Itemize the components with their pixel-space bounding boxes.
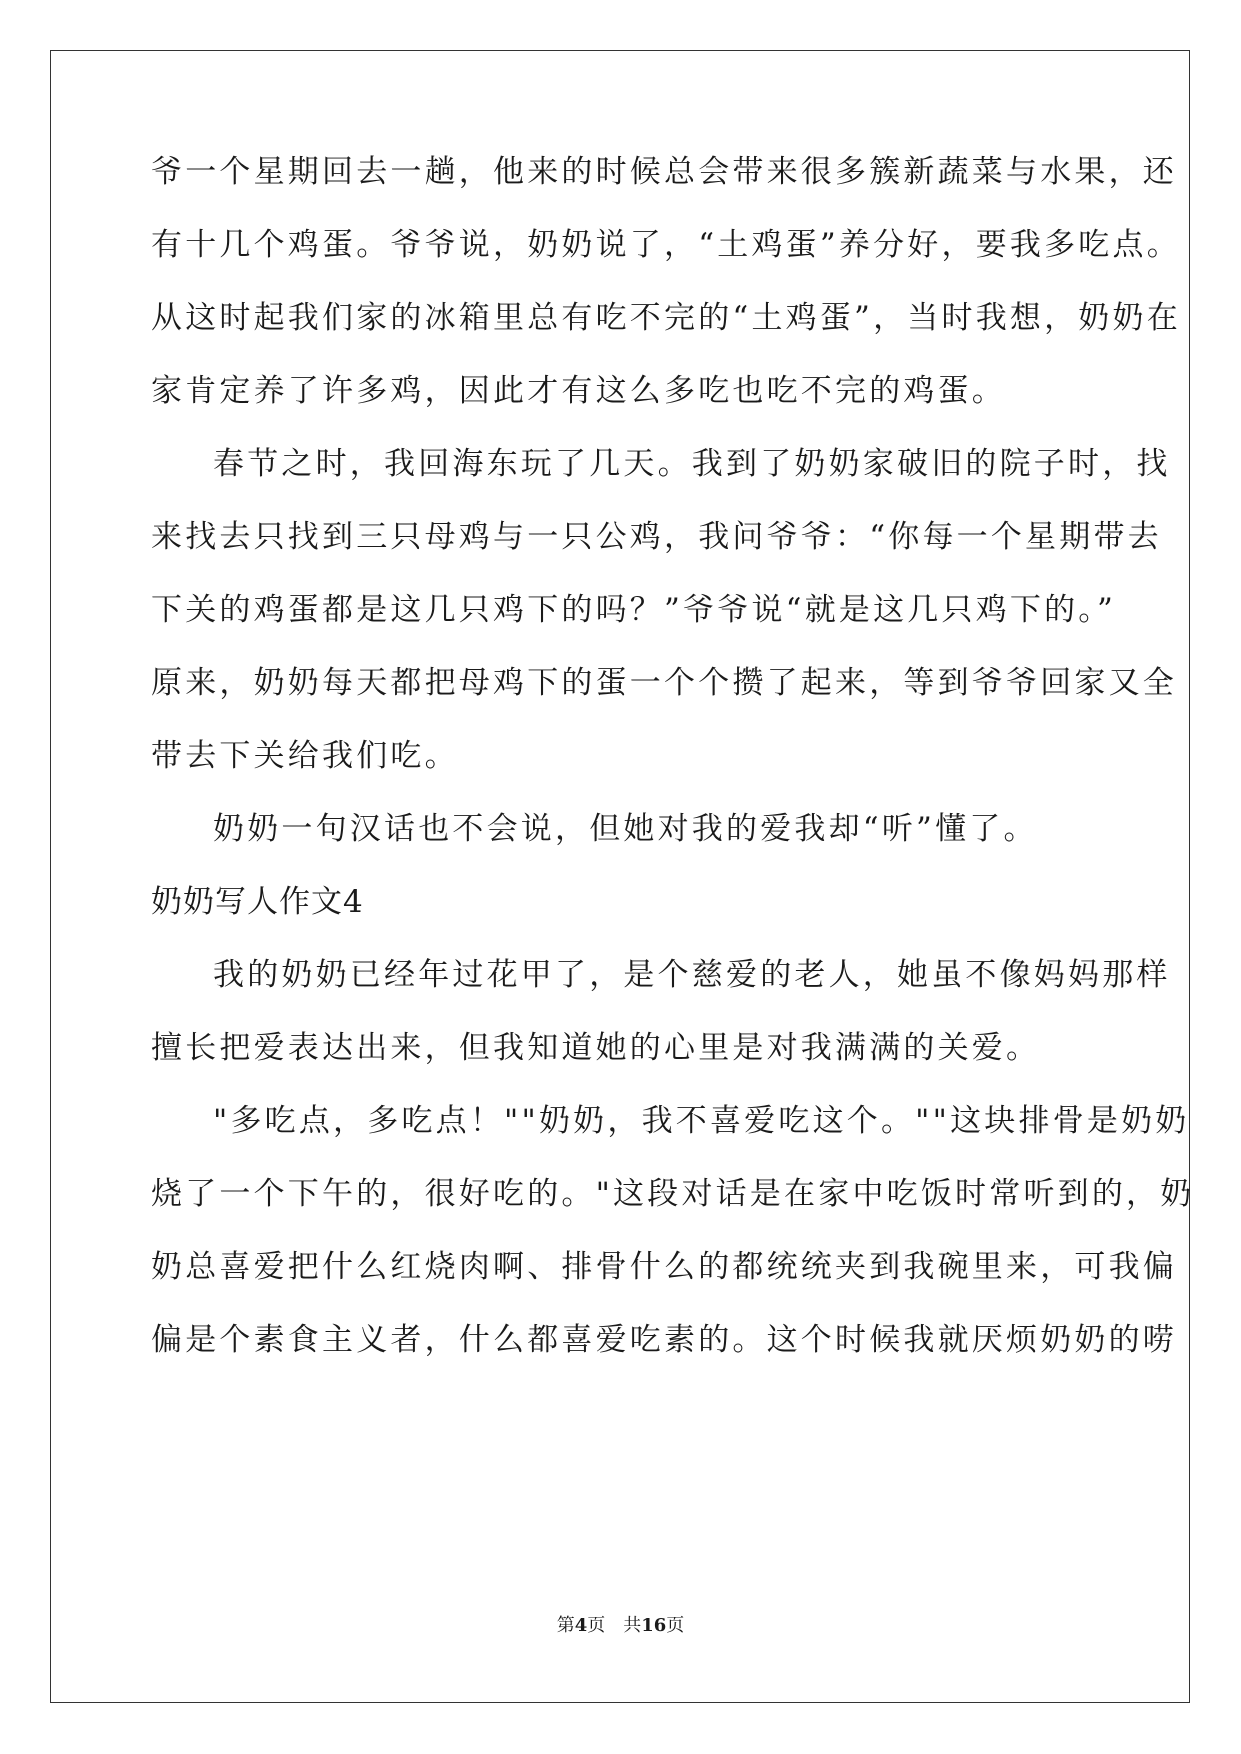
- section-heading: 奶奶写人作文4: [151, 884, 364, 920]
- body-line-3: 从这时起我们家的冰箱里总有吃不完的“土鸡蛋”，当时我想，奶奶在: [151, 300, 1181, 336]
- footer-suffix: 页: [666, 1615, 685, 1636]
- body-line-7: 下关的鸡蛋都是这几只鸡下的吗？”爷爷说“就是这几只鸡下的。”: [151, 592, 1117, 628]
- footer-prefix: 第: [556, 1615, 575, 1636]
- body-line-15: 烧了一个下午的，很好吃的。"这段对话是在家中吃饭时常听到的，奶: [151, 1176, 1195, 1212]
- body-line-4: 家肯定养了许多鸡，因此才有这么多吃也吃不完的鸡蛋。: [151, 373, 1006, 409]
- body-line-16: 奶总喜爱把什么红烧肉啊、排骨什么的都统统夹到我碗里来，可我偏: [151, 1249, 1177, 1285]
- paragraph-start-line: "多吃点，多吃点！""奶奶，我不喜爱吃这个。""这块排骨是奶奶: [213, 1103, 1190, 1139]
- page-footer: [0, 1614, 1241, 1638]
- body-line-8: 原来，奶奶每天都把母鸡下的蛋一个个攒了起来，等到爷爷回家又全: [151, 665, 1177, 701]
- paragraph-start-line: 奶奶一句汉话也不会说，但她对我的爱我却“听”懂了。: [213, 811, 1038, 847]
- body-line-1: 爷一个星期回去一趟，他来的时候总会带来很多簇新蔬菜与水果，还: [151, 154, 1177, 190]
- total-pages-number: 16: [641, 1615, 667, 1636]
- body-line-9: 带去下关给我们吃。: [151, 738, 459, 774]
- current-page-number: 4: [574, 1615, 588, 1636]
- body-line-13: 擅长把爱表达出来，但我知道她的心里是对我满满的关爱。: [151, 1030, 1041, 1066]
- paragraph-start-line: 春节之时，我回海东玩了几天。我到了奶奶家破旧的院子时，找: [213, 446, 1171, 482]
- footer-middle: 页 共: [587, 1615, 642, 1636]
- body-line-2: 有十几个鸡蛋。爷爷说，奶奶说了，“土鸡蛋”养分好，要我多吃点。: [151, 227, 1181, 263]
- body-line-17: 偏是个素食主义者，什么都喜爱吃素的。这个时候我就厌烦奶奶的唠: [151, 1322, 1177, 1358]
- body-line-6: 来找去只找到三只母鸡与一只公鸡，我问爷爷：“你每一个星期带去: [151, 519, 1162, 555]
- paragraph-start-line: 我的奶奶已经年过花甲了，是个慈爱的老人，她虽不像妈妈那样: [213, 957, 1171, 993]
